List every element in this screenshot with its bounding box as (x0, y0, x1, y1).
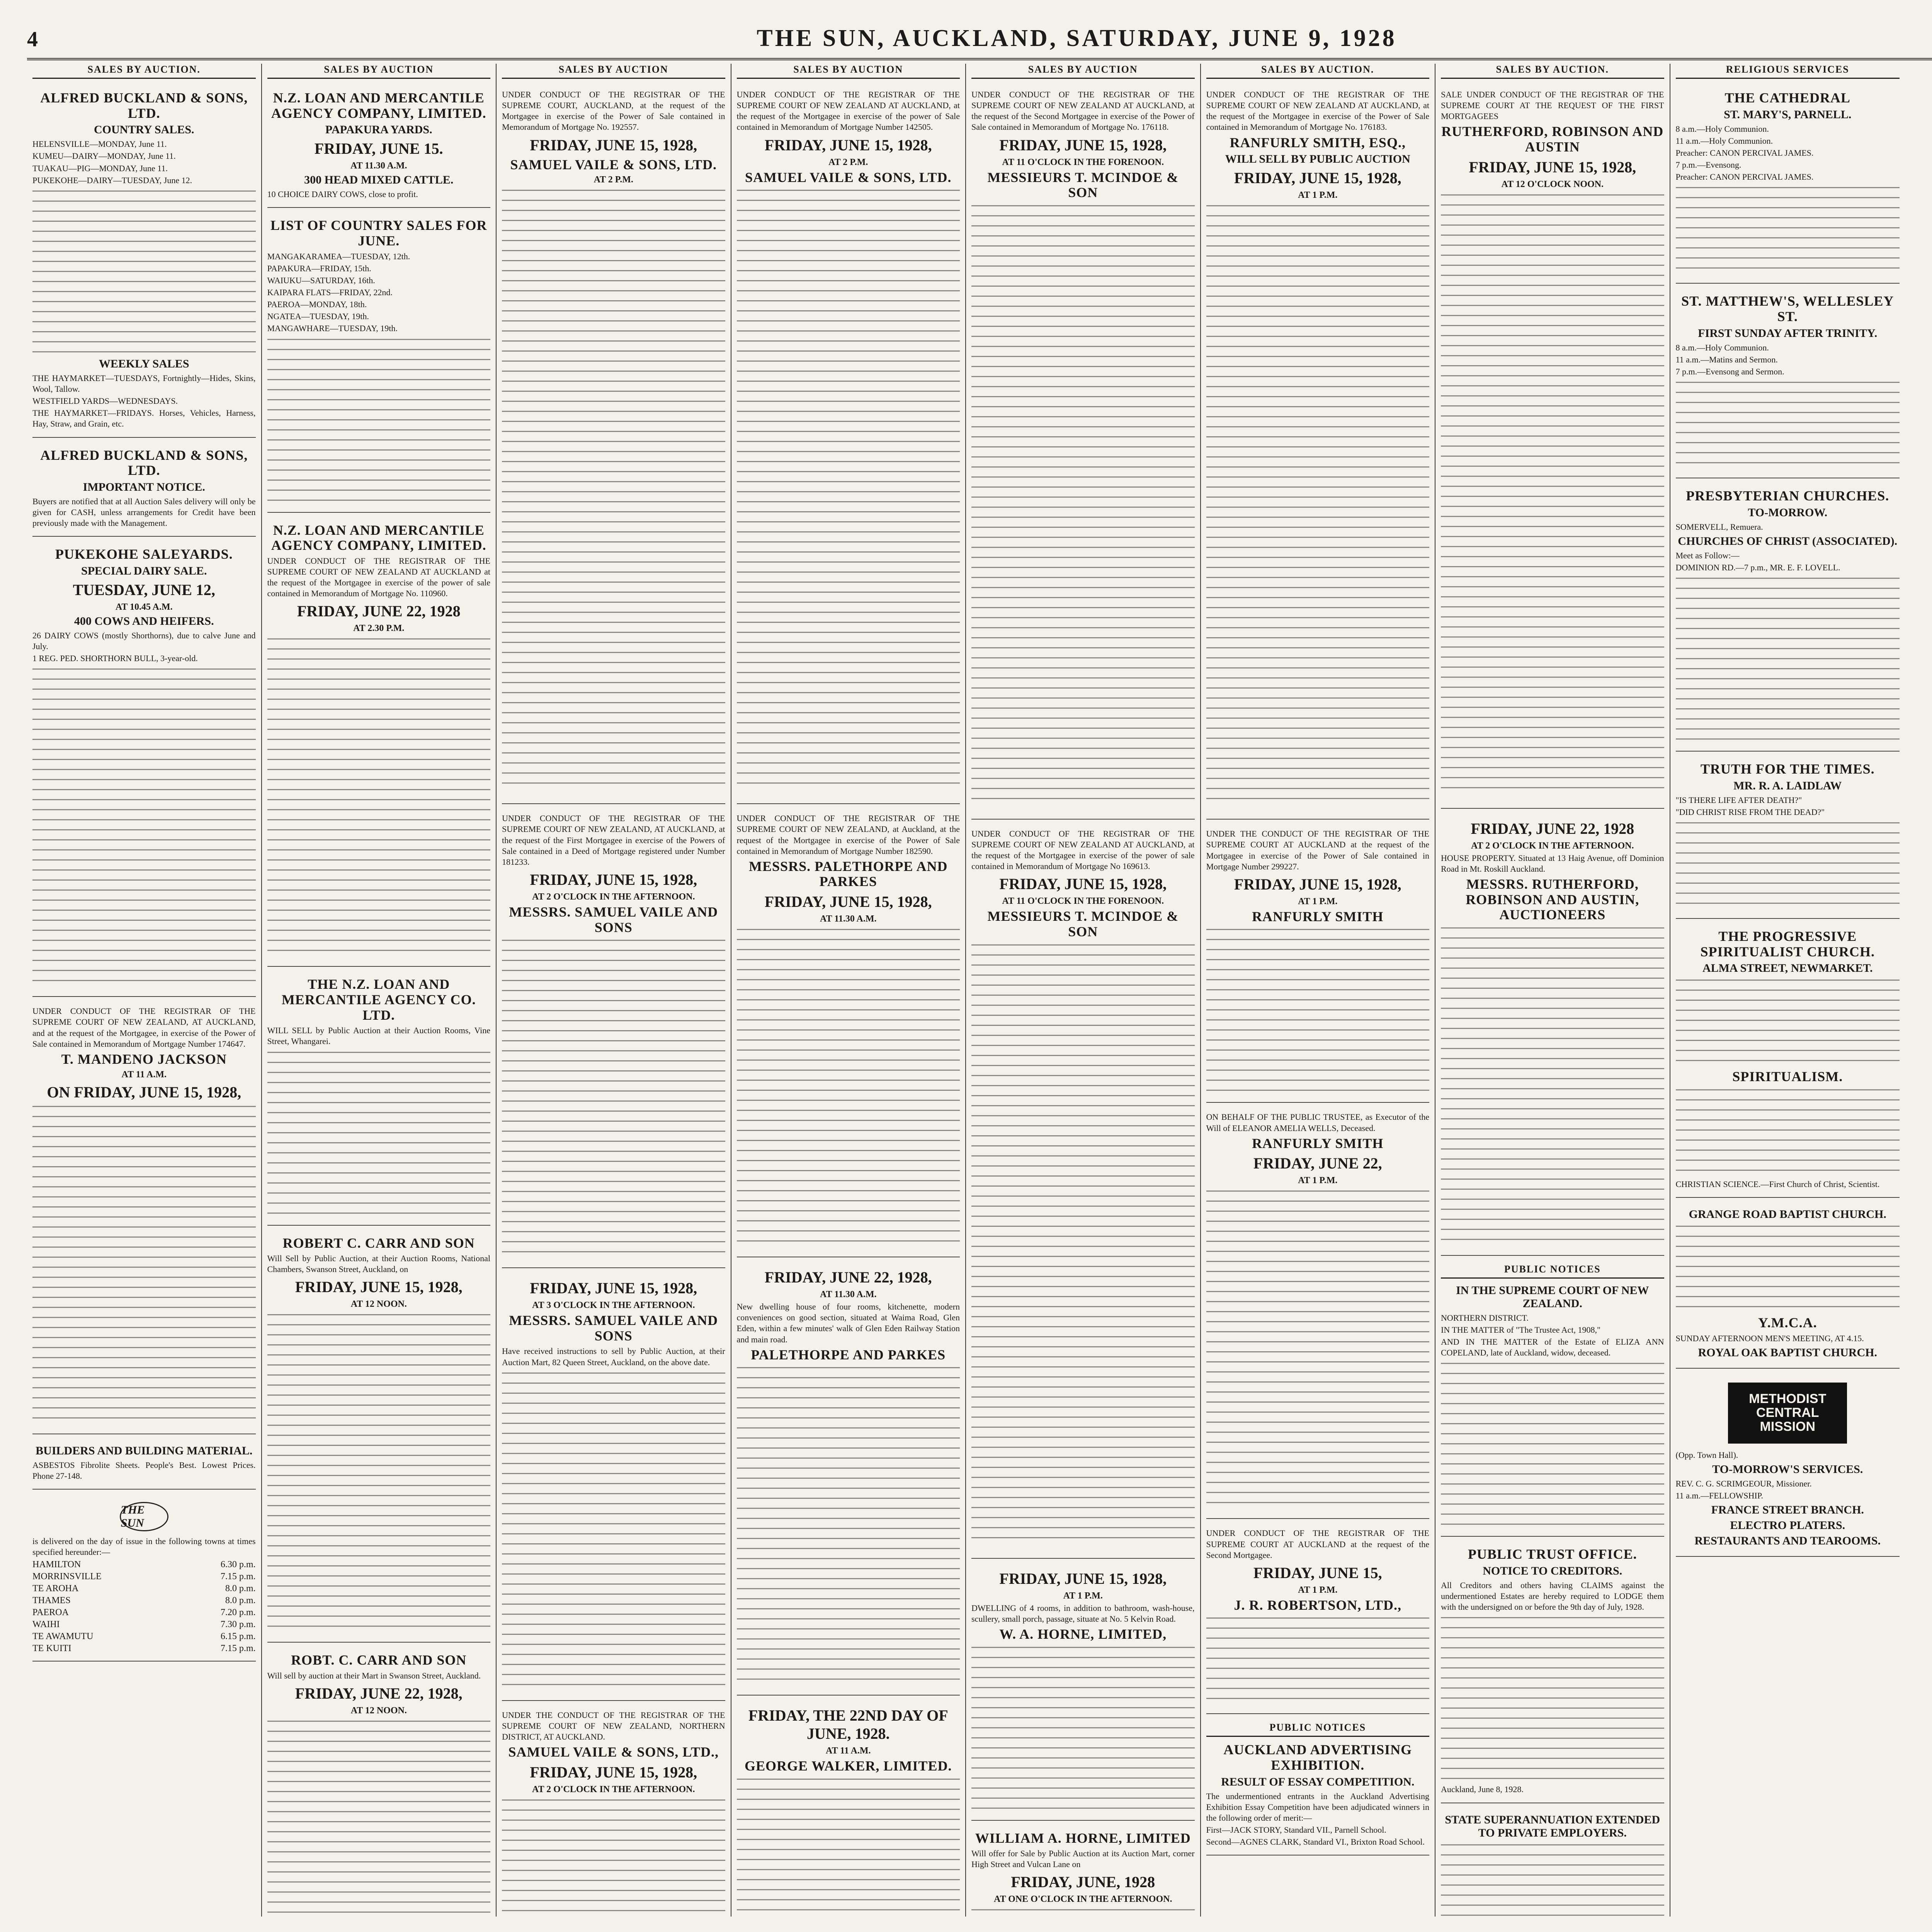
ad-heading: RANFURLY SMITH (1252, 1135, 1384, 1151)
ad-line: 11 a.m.—Matins and Sermon. (1675, 354, 1778, 364)
ad-line: KAIPARA FLATS—FRIDAY, 22nd. (267, 287, 393, 297)
auction-ad (32, 1438, 256, 1490)
ad-heading: ST. MATTHEW'S, WELLESLEY ST. (1681, 293, 1894, 324)
ad-heading: THE N.Z. LOAN AND MERCANTILE AGENCY CO. LTD. (281, 976, 476, 1023)
fine-print (1441, 1617, 1664, 1779)
ad-line: Preacher: CANON PERCIVAL JAMES. (1675, 148, 1814, 158)
table-row: TE AWAMUTU 6.15 p.m. (32, 1631, 256, 1642)
ad-heading: TRUTH FOR THE TIMES. (1700, 761, 1875, 777)
ad-line: NGATEA—TUESDAY, 19th. (267, 311, 369, 321)
fine-print (267, 638, 491, 955)
ad-subheading: WILL SELL BY PUBLIC AUCTION (1225, 153, 1410, 166)
auction-ad (502, 84, 725, 804)
ad-heading: ALFRED BUCKLAND & SONS, LTD. (40, 447, 248, 478)
church-notice (1676, 84, 1900, 284)
fine-print (267, 1721, 491, 1917)
ad-line: UNDER THE CONDUCT OF THE REGISTRAR OF THE SUPREME COURT AT AUCKLAND at the request of the Mortgagee in exercise of the Power of Sale contained in Mortgage Number 299227. (1206, 829, 1429, 871)
column-header: SALES BY AUCTION. (1206, 64, 1430, 79)
fine-print (502, 1372, 725, 1689)
ad-line: UNDER THE CONDUCT OF THE REGISTRAR OF THE SUPREME COURT OF NEW ZEALAND, NORTHERN DISTRICT, AT AUCKLAND. (502, 1710, 725, 1742)
ad-subheading: ALMA STREET, NEWMARKET. (1702, 962, 1873, 975)
fine-print (1676, 578, 1900, 740)
ad-subheading: PAPAKURA YARDS. (325, 123, 432, 136)
sale-time: AT 11 A.M. (121, 1069, 167, 1080)
ad-heading: GRANGE ROAD BAPTIST CHURCH. (1689, 1208, 1886, 1221)
ad-line: UNDER CONDUCT OF THE REGISTRAR OF THE SUPREME COURT OF NEW ZEALAND, AT AUCKLAND, at the request of the First Mortgagee in exercise of the Powers of Sale contained in a Deed of Mortgage registered under Number 181233. (502, 813, 725, 867)
ad-line: UNDER CONDUCT OF THE REGISTRAR OF THE SUPREME COURT OF NEW ZEALAND, AT AUCKLAND, and at the request of the Mortgagee, in exercise of the Power of Sale contained in Memorandum of Mortgage Number 174647. (32, 1006, 256, 1049)
ad-line: MANGAKARAMEA—TUESDAY, 12th. (267, 251, 410, 261)
ad-line: WESTFIELD YARDS—WEDNESDAYS. (32, 396, 178, 406)
ad-heading: T. MANDENO JACKSON (61, 1051, 227, 1067)
auction-ad (737, 1261, 960, 1696)
ad-subheading: RESTAURANTS AND TEAROOMS. (1694, 1534, 1881, 1548)
ad-line: THE HAYMARKET—TUESDAYS, Fortnightly—Hides, Skins, Wool, Tallow. (32, 373, 256, 394)
column-header: SALES BY AUCTION. (32, 64, 256, 79)
auction-ad (1206, 1523, 1430, 1714)
sale-date: FRIDAY, JUNE 15, 1928, (999, 136, 1167, 154)
auction-ad (32, 442, 256, 537)
columns (27, 64, 1905, 1917)
table-row: THAMES 8.0 p.m. (32, 1595, 256, 1606)
ad-line: "DID CHRIST RISE FROM THE DEAD?" (1675, 807, 1825, 817)
ad-subheading: ELECTRO PLATERS. (1730, 1519, 1845, 1532)
ad-heading: STATE SUPERANNUATION EXTENDED TO PRIVATE EMPLOYERS. (1445, 1813, 1660, 1839)
ad-line: KUMEU—DAIRY—MONDAY, June 11. (32, 151, 176, 161)
auction-ad (737, 808, 960, 1257)
ad-heading: WILLIAM A. HORNE, LIMITED (975, 1830, 1191, 1846)
fine-print (32, 190, 256, 353)
auction-ad (1206, 84, 1430, 820)
ad-line: 8 a.m.—Holy Communion. (1675, 124, 1769, 134)
sale-date: FRIDAY, JUNE 22, 1928, (295, 1685, 463, 1702)
sale-date: FRIDAY, JUNE 15, 1928, (1234, 169, 1401, 187)
table-row: WAIHI 7.30 p.m. (32, 1619, 256, 1630)
ad-line: 7 p.m.—Evensong and Sermon. (1675, 366, 1784, 376)
column-5 (966, 64, 1201, 1917)
ad-heading: MESSIEURS T. MCINDOE & SON (987, 908, 1179, 940)
sale-date: FRIDAY, JUNE 15, 1928, (1234, 875, 1401, 893)
sale-date: FRIDAY, JUNE 15, 1928, (1469, 158, 1636, 176)
sale-time: AT ONE O'CLOCK IN THE AFTERNOON. (994, 1894, 1172, 1905)
fine-print (267, 339, 491, 501)
ad-heading: RANFURLY SMITH, ESQ., (1230, 134, 1406, 150)
sale-time: AT 2 O'CLOCK IN THE AFTERNOON. (532, 1784, 695, 1794)
section-header: PUBLIC NOTICES (1441, 1264, 1664, 1279)
ad-line: Second—AGNES CLARK, Standard VI., Brixton Road School. (1206, 1837, 1425, 1847)
ad-line: SUNDAY AFTERNOON MEN'S MEETING, AT 4.15. (1675, 1333, 1864, 1343)
ad-line: is delivered on the day of issue in the following towns at times specified hereunder:— (32, 1536, 256, 1557)
auction-ad (267, 84, 491, 208)
sale-date: ON FRIDAY, JUNE 15, 1928, (47, 1083, 242, 1101)
column-header: SALES BY AUCTION (971, 64, 1195, 79)
table-row: PAEROA 7.20 p.m. (32, 1607, 256, 1618)
sale-time: AT 12 NOON. (350, 1706, 407, 1716)
ad-line: DWELLING of 4 rooms, in addition to bathroom, wash-house, scullery, small porch, passage, situate at No. 5 Kelvin Road. (971, 1603, 1195, 1624)
auction-ad (737, 84, 960, 804)
ad-line: 400 COWS AND HEIFERS. (74, 614, 214, 628)
fine-print (1206, 205, 1430, 808)
auction-ad (502, 808, 725, 1268)
ad-subheading: MR. R. A. LAIDLAW (1733, 779, 1842, 792)
ad-line: First—JACK STORY, Standard VII., Parnell School. (1206, 1825, 1386, 1835)
sale-date: FRIDAY, JUNE 15, 1928, (295, 1278, 463, 1296)
fine-print (1676, 1089, 1900, 1174)
ad-heading: PUKEKOHE SALEYARDS. (55, 546, 233, 562)
ad-line: UNDER CONDUCT OF THE REGISTRAR OF THE SUPREME COURT OF NEW ZEALAND AT AUCKLAND at the request of the Mortgagee in exercise of the power of sale contained in Memorandum of Mortgage No. 110960. (267, 556, 490, 599)
sale-date: FRIDAY, JUNE 15, 1928, (530, 871, 697, 888)
sale-time: AT 12 O'CLOCK NOON. (1501, 179, 1604, 189)
public-notice (1441, 1807, 1664, 1917)
ad-heading: MESSRS. PALETHORPE AND PARKES (749, 858, 948, 889)
ad-line: UNDER CONDUCT OF THE REGISTRAR OF THE SUPREME COURT OF NEW ZEALAND AT AUCKLAND, at the request of the Mortgagee in exercise of the power of Sale contained in Memorandum of Mortgage Number 142505. (736, 90, 960, 132)
sale-time: AT 11 O'CLOCK IN THE FORENOON. (1002, 157, 1164, 167)
fine-print (1676, 187, 1900, 272)
ad-line: CHRISTIAN SCIENCE.—First Church of Christ, Scientist. (1675, 1179, 1880, 1189)
sale-time: AT 2 O'CLOCK IN THE AFTERNOON. (532, 892, 695, 902)
public-notice (1441, 1541, 1664, 1803)
fine-print (1441, 1363, 1664, 1525)
fine-print (1676, 382, 1900, 467)
ad-line: THE HAYMARKET—FRIDAYS. Horses, Vehicles, Harness, Hay, Straw, and Grain, etc. (32, 408, 256, 429)
ad-heading: W. A. HORNE, LIMITED, (999, 1626, 1167, 1642)
sale-time: AT 1 P.M. (1298, 896, 1338, 906)
ad-subheading: TO-MORROW'S SERVICES. (1712, 1463, 1863, 1476)
ad-line: 26 DAIRY COWS (mostly Shorthorns), due to calve June and July. (32, 630, 256, 651)
ad-line: Will sell by auction at their Mart in Swanson Street, Auckland. (267, 1671, 481, 1681)
auction-ad (267, 1230, 491, 1643)
sale-time: AT 1 P.M. (1298, 1175, 1338, 1186)
ad-heading: J. R. ROBERTSON, LTD., (1234, 1597, 1401, 1613)
sale-date: FRIDAY, JUNE 15, 1928, (999, 875, 1167, 893)
ad-heading: ROBERT C. CARR AND SON (282, 1235, 475, 1251)
ad-line: 11 a.m.—Holy Communion. (1675, 136, 1773, 146)
fine-print (267, 1052, 491, 1214)
ad-line: 11 a.m.—FELLOWSHIP. (1675, 1491, 1764, 1500)
fine-print (737, 1779, 960, 1917)
ad-line: 10 CHOICE DAIRY COWS, close to profit. (267, 189, 418, 199)
sale-date: FRIDAY, THE 22ND DAY OF JUNE, 1928. (748, 1707, 948, 1743)
auction-ad (1441, 813, 1664, 1256)
ad-heading: BUILDERS AND BUILDING MATERIAL. (36, 1444, 253, 1457)
fine-print (1206, 929, 1430, 1091)
fine-print (32, 1106, 256, 1423)
church-notice (1676, 755, 1900, 919)
ad-subheading: WEEKLY SALES (99, 357, 189, 370)
column-header: RELIGIOUS SERVICES (1676, 64, 1900, 79)
ad-heading: PUBLIC TRUST OFFICE. (1468, 1546, 1637, 1562)
ad-line: MANGAWHARE—TUESDAY, 19th. (267, 323, 398, 333)
ad-subheading: COUNTRY SALES. (94, 123, 194, 136)
sale-time: AT 1 P.M. (1298, 1585, 1338, 1595)
ad-heading: MESSRS. SAMUEL VAILE AND SONS (509, 904, 718, 935)
fine-print (1441, 927, 1664, 1244)
sale-date: FRIDAY, JUNE 15, 1928, (530, 136, 697, 154)
ad-line: Buyers are notified that at all Auction Sales delivery will only be given for CASH, unless arrangements for Credit have been previously made with the Management. (32, 496, 256, 528)
ad-heading: GEORGE WALKER, LIMITED. (745, 1758, 952, 1774)
church-notice (1676, 287, 1900, 478)
ad-heading: RUTHERFORD, ROBINSON AND AUSTIN (1441, 124, 1664, 155)
sale-time: AT 11.30 A.M. (350, 161, 407, 171)
ad-subheading: RESULT OF ESSAY COMPETITION. (1221, 1775, 1415, 1788)
fine-print (32, 668, 256, 985)
fine-print (1206, 1190, 1430, 1507)
sale-time: AT 11 O'CLOCK IN THE FORENOON. (1002, 896, 1164, 906)
ad-line: ASBESTOS Fibrolite Sheets. People's Best. Lowest Prices. Phone 27-148. (32, 1460, 256, 1481)
column-7 (1435, 64, 1670, 1917)
ad-heading: THE PROGRESSIVE SPIRITUALIST CHURCH. (1700, 929, 1875, 959)
fine-print (737, 1367, 960, 1684)
ad-line: Auckland, June 8, 1928. (1441, 1784, 1524, 1794)
fine-print (1676, 1226, 1900, 1311)
ad-subheading: TO-MORROW. (1748, 506, 1828, 519)
ad-subheading: CHURCHES OF CHRIST (ASSOCIATED). (1678, 534, 1898, 548)
table-row: TE AROHA 8.0 p.m. (32, 1583, 256, 1594)
ad-line: AND IN THE MATTER of the Estate of ELIZA ANN COPELAND, late of Auckland, widow, deceased. (1441, 1337, 1664, 1358)
fine-print (971, 1647, 1195, 1809)
auction-ad (971, 1825, 1195, 1917)
sale-date: FRIDAY, JUNE 22, 1928 (297, 602, 461, 620)
sale-time: AT 10.45 A.M. (115, 602, 173, 612)
ad-subheading: FIRST SUNDAY AFTER TRINITY. (1698, 327, 1878, 340)
ad-subheading: IN THE SUPREME COURT OF NEW ZEALAND. (1456, 1284, 1649, 1310)
ad-line: 7 p.m.—Evensong. (1675, 160, 1742, 170)
ad-line: PAPAKURA—FRIDAY, 15th. (267, 263, 371, 273)
auction-ad (1206, 823, 1430, 1103)
ad-heading: RANFURLY SMITH (1252, 908, 1384, 924)
ad-heading: PALETHORPE AND PARKES (751, 1347, 946, 1362)
ad-line: "IS THERE LIFE AFTER DEATH?" (1675, 795, 1802, 805)
ad-heading: THE CATHEDRAL (1725, 90, 1850, 105)
sale-date: FRIDAY, JUNE 22, 1928, (764, 1269, 932, 1286)
sale-time: AT 2.30 P.M. (353, 623, 405, 634)
column-header: SALES BY AUCTION (502, 64, 725, 79)
sale-time: AT 11.30 A.M. (820, 914, 877, 924)
auction-ad (32, 84, 256, 438)
sale-date: TUESDAY, JUNE 12, (73, 581, 215, 599)
sale-time: AT 11.30 A.M. (820, 1289, 877, 1300)
table-row: TE KUITI 7.15 p.m. (32, 1643, 256, 1654)
public-notice (1441, 1260, 1664, 1537)
newspaper-title: THE SUN, AUCKLAND, SATURDAY, JUNE 9, 1928 (757, 25, 1397, 51)
sale-date: FRIDAY, JUNE 15, 1928, (764, 136, 932, 154)
sale-date: FRIDAY, JUNE 15, 1928, (530, 1279, 697, 1297)
ad-line: WAIUKU—SATURDAY, 16th. (267, 275, 375, 285)
ad-line: NORTHERN DISTRICT. (1441, 1313, 1529, 1323)
column-1 (27, 64, 262, 1917)
ad-line: New dwelling house of four rooms, kitchenette, modern conveniences on good section, situated at Waima Road, Glen Eden, within a few minutes' walk of Glen Eden Railway Station and main road. (736, 1302, 960, 1344)
column-2 (262, 64, 497, 1917)
ad-heading: ALFRED BUCKLAND & SONS, LTD. (40, 90, 248, 121)
ad-heading: AUCKLAND ADVERTISING EXHIBITION. (1223, 1742, 1412, 1773)
auction-ad (267, 971, 491, 1225)
fine-print (737, 929, 960, 1246)
auction-ad (971, 1563, 1195, 1821)
ad-heading: PRESBYTERIAN CHURCHES. (1686, 488, 1889, 504)
ad-line: UNDER CONDUCT OF THE REGISTRAR OF THE SUPREME COURT OF NEW ZEALAND AT AUCKLAND, at the request of the Second Mortgagee in exercise of the Power of Sale contained in Memorandum of Mortgage No. 176118. (971, 90, 1195, 132)
auction-ad (971, 823, 1195, 1559)
ad-heading: SAMUEL VAILE & SONS, LTD. (510, 156, 717, 172)
table-row: MORRINSVILLE 7.15 p.m. (32, 1571, 256, 1582)
ad-line: SALE UNDER CONDUCT OF THE REGISTRAR OF THE SUPREME COURT AT THE REQUEST OF THE FIRST MORTGAGEES (1441, 90, 1664, 121)
fine-print (1441, 1844, 1664, 1917)
ad-line: TUAKAU—PIG—MONDAY, June 11. (32, 163, 168, 173)
ad-subheading: IMPORTANT NOTICE. (83, 480, 205, 493)
auction-ad (502, 1272, 725, 1701)
ad-line: ON BEHALF OF THE PUBLIC TRUSTEE, as Executor of the Will of ELEANOR AMELIA WELLS, Deceased. (1206, 1112, 1429, 1133)
ad-subheading: ROYAL OAK BAPTIST CHURCH. (1698, 1346, 1877, 1359)
ad-subheading: FRANCE STREET BRANCH. (1711, 1503, 1864, 1517)
the-sun-logo: THE SUN (120, 1502, 168, 1531)
sale-date: FRIDAY, JUNE 15, 1928, (999, 1570, 1167, 1587)
ad-line: SOMERVELL, Remuera. (1675, 522, 1763, 532)
sale-date: FRIDAY, JUNE 15, (1253, 1564, 1382, 1582)
fine-print (1676, 822, 1900, 907)
sale-date: FRIDAY, JUNE 22, 1928 (1471, 820, 1634, 837)
sale-date: FRIDAY, JUNE 15. (314, 140, 443, 158)
ad-heading: Y.M.C.A. (1758, 1315, 1817, 1330)
fine-print (971, 944, 1195, 1547)
sale-date: FRIDAY, JUNE 15, 1928, (530, 1763, 697, 1781)
ad-heading: LIST OF COUNTRY SALES FOR JUNE. (270, 218, 487, 248)
auction-ad (1206, 1107, 1430, 1519)
ad-heading: N.Z. LOAN AND MERCANTILE AGENCY COMPANY, LIMITED. (271, 522, 486, 553)
sale-time: AT 11 A.M. (826, 1746, 871, 1756)
ad-subheading: NOTICE TO CREDITORS. (1483, 1564, 1622, 1577)
ad-line: All Creditors and others having CLAIMS against the undermentioned Estates are hereby required to LODGE them with the undersigned on or before the 9th day of July, 1928. (1441, 1580, 1664, 1612)
ad-heading: MESSRS. RUTHERFORD, ROBINSON AND AUSTIN, AUCTIONEERS (1466, 876, 1639, 923)
sale-date: FRIDAY, JUNE, 1928 (1011, 1873, 1155, 1891)
auction-ad (267, 1646, 491, 1917)
ad-line: WILL SELL by Public Auction at their Auction Rooms, Vine Street, Whangarei. (267, 1026, 490, 1046)
ad-subheading: ST. MARY'S, PARNELL. (1724, 108, 1852, 121)
ad-heading: N.Z. LOAN AND MERCANTILE AGENCY COMPANY, LIMITED. (271, 90, 486, 121)
ad-line: UNDER CONDUCT OF THE REGISTRAR OF THE SUPREME COURT OF NEW ZEALAND AT AUCKLAND, at the request of the Mortgagee in exercise of the Power of Sale contained in Memorandum of Mortgage No. 176183. (1206, 90, 1429, 132)
ad-line: Preacher: CANON PERCIVAL JAMES. (1675, 172, 1814, 182)
fine-print (1206, 1617, 1430, 1702)
ad-line: Will offer for Sale by Public Auction at its Auction Mart, corner High Street and Vulcan Lane on (971, 1849, 1195, 1869)
sale-time: AT 2 O'CLOCK IN THE AFTERNOON. (1471, 840, 1634, 851)
ad-line: HOUSE PROPERTY. Situated at 13 Haig Avenue, off Dominion Road in Mt. Roskill Auckland. (1441, 853, 1664, 874)
ad-heading: MESSIEURS T. MCINDOE & SON (987, 169, 1179, 201)
ad-line: (Opp. Town Hall). (1675, 1450, 1738, 1460)
fine-print (502, 190, 725, 793)
fine-print (502, 940, 725, 1257)
fine-print (737, 190, 960, 793)
ad-heading: MESSRS. SAMUEL VAILE AND SONS (509, 1313, 718, 1344)
church-notice (1676, 1372, 1900, 1557)
column-6 (1201, 64, 1436, 1917)
ad-line: PUKEKOHE—DAIRY—TUESDAY, June 12. (32, 175, 192, 185)
fine-print (267, 1314, 491, 1631)
auction-ad (1441, 84, 1664, 809)
ad-line: Have received instructions to sell by Public Auction, at their Auction Mart, 82 Queen Street, Auckland, on the above date. (502, 1346, 725, 1367)
ad-heading: SPIRITUALISM. (1732, 1069, 1843, 1085)
sale-time: AT 1 P.M. (1298, 190, 1338, 201)
ad-line: PAEROA—MONDAY, 18th. (267, 299, 367, 310)
auction-ad (267, 212, 491, 512)
ad-line: UNDER CONDUCT OF THE REGISTRAR OF THE SUPREME COURT AT AUCKLAND at the request of the Second Mortgagee. (1206, 1528, 1429, 1560)
masthead (27, 23, 1932, 60)
ad-line: UNDER CONDUCT OF THE REGISTRAR OF THE SUPREME COURT, AUCKLAND, at the request of the Mortgagee in exercise of the Power of Sale contained in Memorandum of Mortgage No. 192557. (502, 90, 725, 132)
sale-time: AT 12 NOON. (350, 1299, 407, 1310)
auction-ad (737, 1699, 960, 1917)
ad-line: DOMINION RD.—7 p.m., MR. E. F. LOVELL. (1675, 562, 1840, 572)
ad-heading: SAMUEL VAILE & SONS, LTD. (745, 169, 952, 185)
table-row: HAMILTON 6.30 p.m. (32, 1560, 256, 1570)
auction-ad (502, 1705, 725, 1917)
ad-line: REV. C. G. SCRIMGEOUR, Missioner. (1675, 1478, 1812, 1488)
column-header: SALES BY AUCTION (737, 64, 960, 79)
sale-time: AT 2 P.M. (828, 157, 868, 167)
ad-line: Meet as Follow:— (1675, 550, 1740, 560)
church-notice (1676, 1202, 1900, 1369)
ad-line: The undermentioned entrants in the Auckland Advertising Exhibition Essay Competition have been adjudicated winners in the following order of merit:— (1206, 1791, 1429, 1823)
ad-line: 1 REG. PED. SHORTHORN BULL, 3-year-old. (32, 653, 198, 663)
auction-ad (971, 84, 1195, 820)
delivery-times-table (32, 1559, 256, 1655)
fine-print (971, 205, 1195, 808)
public-notice (1206, 1718, 1430, 1855)
auction-ad (32, 1001, 256, 1434)
ad-line: Will Sell by Public Auction, at their Auction Rooms, National Chambers, Swanson Street, Auckland, on (267, 1253, 490, 1274)
sale-date: FRIDAY, JUNE 15, 1928, (764, 893, 932, 911)
fine-print (971, 1909, 1195, 1917)
ad-heading: ROBT. C. CARR AND SON (291, 1652, 467, 1668)
fine-print (1441, 194, 1664, 797)
ad-line: UNDER CONDUCT OF THE REGISTRAR OF THE SUPREME COURT OF NEW ZEALAND AT AUCKLAND, at the request of the Mortgagee in exercise of the power of sale contained in Memorandum of Mortgage No 169613. (971, 828, 1195, 871)
methodist-central-mission-logo: METHODIST CENTRAL MISSION (1728, 1383, 1847, 1444)
column-header: SALES BY AUCTION. (1441, 64, 1664, 79)
sale-time: AT 3 O'CLOCK IN THE AFTERNOON. (532, 1300, 695, 1311)
column-header: SALES BY AUCTION (267, 64, 491, 79)
sale-time: AT 1 P.M. (1063, 1590, 1103, 1601)
fine-print (502, 1799, 725, 1917)
column-8 (1670, 64, 1905, 1917)
ad-heading: SAMUEL VAILE & SONS, LTD., (508, 1744, 719, 1760)
ad-line: UNDER CONDUCT OF THE REGISTRAR OF THE SUPREME COURT OF NEW ZEALAND, at Auckland, at the request of the Mortgagee in exercise of the Power of Sale contained in Memorandum of Mortgage Number 182590. (736, 813, 960, 856)
column-3 (497, 64, 731, 1917)
church-notice (1676, 923, 1900, 1198)
fine-print (1676, 980, 1900, 1065)
ad-line: 8 a.m.—Holy Communion. (1675, 342, 1769, 352)
ad-line: 300 HEAD MIXED CATTLE. (304, 173, 454, 187)
ad-line: IN THE MATTER of "The Trustee Act, 1908," (1441, 1325, 1600, 1335)
ad-line: HELENSVILLE—MONDAY, June 11. (32, 139, 167, 149)
church-notice (1676, 482, 1900, 752)
auction-ad (267, 517, 491, 967)
sale-date: FRIDAY, JUNE 22, (1253, 1155, 1382, 1172)
ad-subheading: SPECIAL DAIRY SALE. (81, 564, 207, 577)
section-header: PUBLIC NOTICES (1206, 1722, 1430, 1737)
sun-delivery-notice (32, 1493, 256, 1662)
column-4 (731, 64, 966, 1917)
sale-time: AT 2 P.M. (594, 175, 633, 185)
page-number: 4 (27, 27, 38, 51)
auction-ad (32, 541, 256, 997)
